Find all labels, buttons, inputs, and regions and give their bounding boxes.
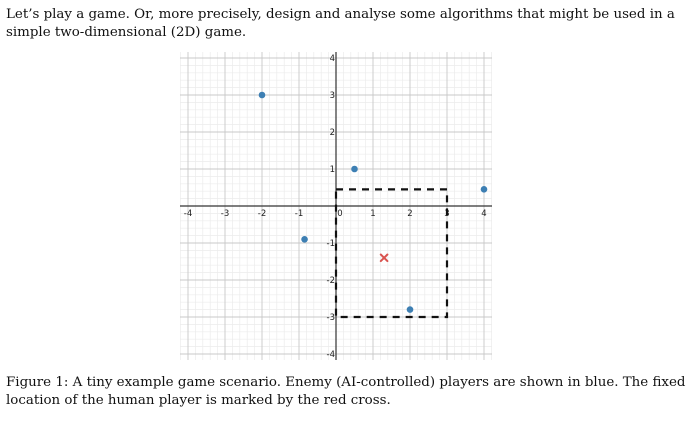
bounding-box — [336, 189, 450, 317]
x-tick-label: -3 — [220, 209, 230, 219]
enemy-point — [259, 92, 266, 99]
x-tick-label: 2 — [407, 209, 413, 219]
x-tick-label: 3 — [444, 209, 450, 219]
y-tick-label: 1 — [329, 165, 335, 175]
y-tick-label: -2 — [326, 276, 335, 286]
x-tick-label: -2 — [257, 209, 267, 219]
x-tick-label: 4 — [481, 209, 487, 219]
game-figure — [180, 52, 492, 360]
enemy-point — [407, 306, 414, 313]
enemy-point — [481, 186, 488, 193]
game-scatter-chart — [180, 52, 492, 360]
y-tick-label: 3 — [329, 91, 335, 101]
figure-caption: Figure 1: A tiny example game scenario. Enemy (AI-controlled) players are shown in blue. The fixed location of the human player is marked by the red cross. — [6, 375, 686, 408]
x-tick-label: -4 — [183, 209, 193, 219]
x-tick-label: 0 — [337, 209, 343, 219]
y-tick-label: -3 — [326, 313, 335, 323]
enemy-point — [351, 166, 358, 173]
y-tick-label: 2 — [329, 128, 335, 138]
dashed-bounding-box — [336, 189, 450, 317]
enemy-point — [301, 236, 308, 243]
x-tick-label: -1 — [294, 209, 304, 219]
y-tick-label: 4 — [329, 54, 335, 64]
y-tick-label: -4 — [326, 350, 335, 360]
intro-paragraph: Let’s play a game. Or, more precisely, design and analyse some algorithms that might be used in a simple two-dimensional (2D) game. — [6, 7, 675, 40]
y-tick-label: -1 — [326, 239, 335, 249]
x-tick-label: 1 — [370, 209, 376, 219]
